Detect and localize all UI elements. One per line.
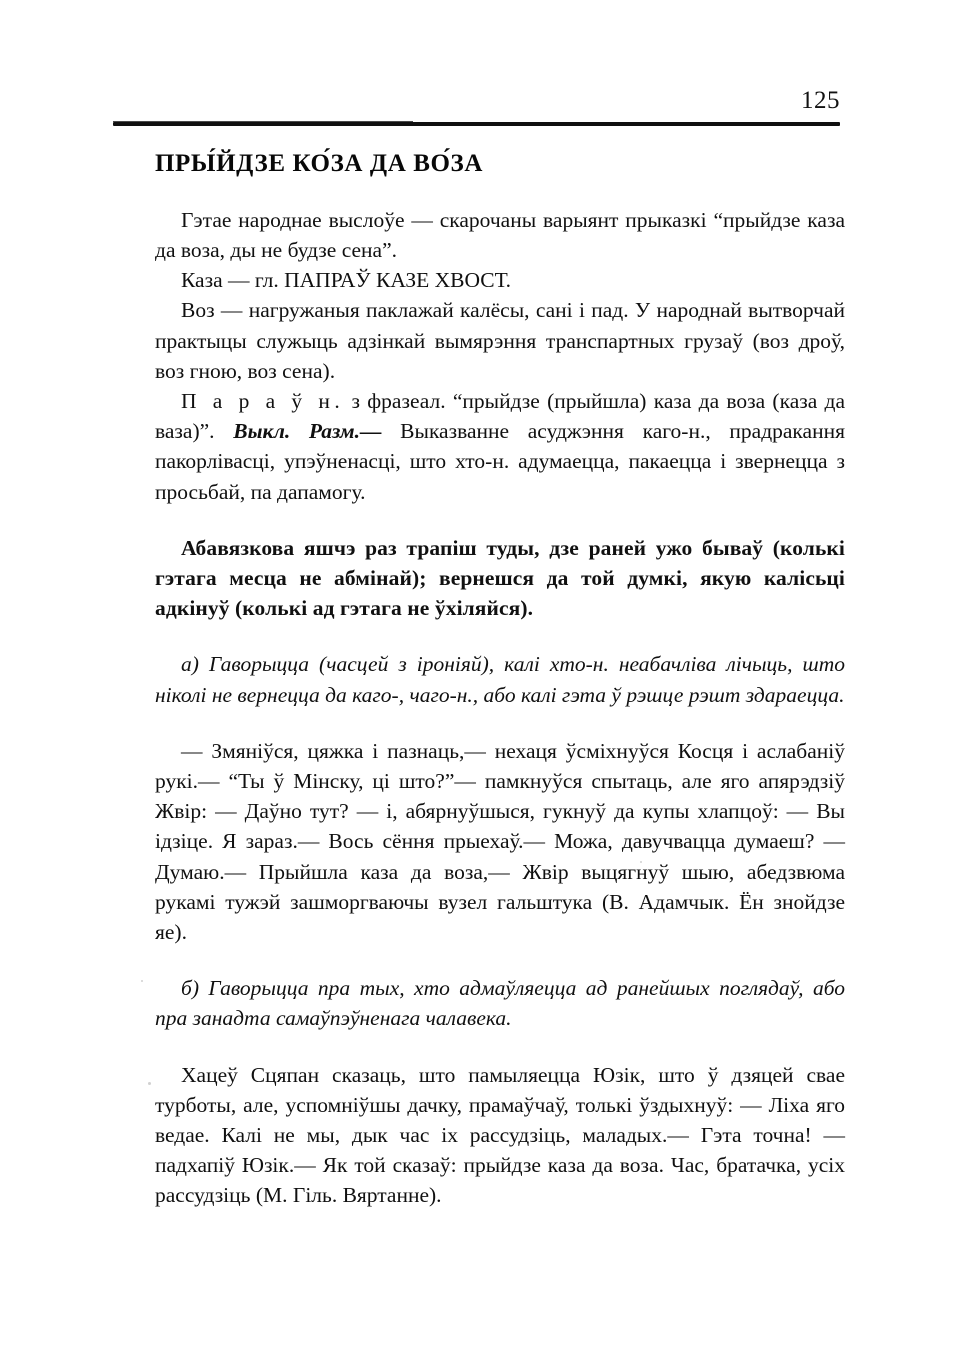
running-head [113, 88, 840, 113]
quote-b-citation: (М. Гіль. Вяртанне). [255, 1183, 442, 1208]
sense-a-marker: а) [181, 652, 199, 677]
compare-quoted-form: “прыйдзе (прыйшла) каза да воза (каза да ваза)”. [155, 388, 846, 444]
text-column [155, 150, 845, 1211]
crossref-voz-definition: — нагружаныя паклажай калёсы, сані і пад. У народнай вытворчай практыцы служыць адзінкай вымярэння транспартных грузаў (воз дроў, воз гною, воз сена). [155, 298, 846, 383]
crossref-voz-headword: Воз [181, 298, 215, 323]
crossref-kaza-target: ПАПРАЎ КАЗЕ ХВОСТ. [284, 268, 511, 293]
paragraph-sense-a [155, 649, 845, 709]
compare-definition-text: Выказванне асуджэння каго-н., прадракання пакорлівасці, упэўненасці, што хто-н. адумаецца, пакаецца і звернецца з просьбай, па дапамогу. [155, 419, 845, 504]
quote-b-text: Хацеў Сцяпан сказаць, што памыляецца Юзік, што ў дзяцей свае турботы, але, успомніўшы дачку, прамаўчаў, толькі ўздыхнуў: — Ліха яго ведае. Калі не мы, дык час іх рассудзіць, маладых.— Гэта точна! — падхапіў Юзік.— Як той сказаў: прыйдзе каза да воза. Час, братачка, усіх рассудзіць [155, 1062, 845, 1208]
crossref-kaza-headword: Каза [181, 268, 223, 293]
sense-b-text: Гаворыцца пра тых, хто адмаўляецца ад ранейшых поглядаў, або пра занадта самаўпэўненага чалавека. [155, 976, 845, 1031]
scan-speck [640, 861, 642, 863]
quote-a-text: — Змяніўся, цяжка і пазнаць,— нехаця ўсміхнуўся Косця і аслабаніў рукі.— “Ты ў Мінску, ці што?”— памкнуўся спытаць, але яго апярэдзіў Жвір: — Даўно тут? — і, абярнуўшыся, гукнуў да купы хлапцоў: — Вы ідзіце. Я зараз.— Вось сёння прыехаў.— Можа, давучвацца думаеш? — Думаю.— Прыйшла каза да воза,— Жвір выцягнуў шыю, абедзвюма рукамі тужэй зашморгваючы вузел гальштука [155, 738, 845, 914]
scan-speck [148, 1082, 151, 1085]
quote-a-citation: (В. Адамчык. Ён знойдзе яе). [155, 889, 846, 945]
crossref-kaza-dash: — гл. [228, 268, 279, 293]
sense-a-text: Гаворыцца (часцей з іроніяй), калі хто-н. неабачліва лічыць, што ніколі не вернецца да каго-, чаго-н., або калі гэта ў рэшце рэшт здараецца. [155, 652, 845, 707]
scan-speck [141, 980, 143, 982]
page-number: 125 [801, 87, 840, 114]
compare-label: П а р а ў н. [181, 388, 345, 413]
paragraph-quote-b [155, 1060, 845, 1211]
compare-source: з фразеал. [351, 388, 446, 413]
paragraph-crossref-voz [155, 295, 845, 386]
paragraph-compare-definition [155, 386, 845, 507]
paragraph-crossref-kaza [155, 265, 845, 295]
paragraph-gloss-intro: Гэтае народнае выслоўе — скарочаны варыянт прыказкі “прыйдзе каза да воза, ды не будзе сена”. [155, 207, 845, 262]
paragraph-sense-b [155, 973, 845, 1033]
header-divider-rule [113, 122, 840, 126]
sense-b-marker: б) [181, 976, 199, 1001]
paragraph-quote-a [155, 736, 845, 947]
register-label: Выкл. Разм.— [233, 419, 382, 444]
entry-headword-title: ПРЫ́ЙДЗЕ КО́ЗА ДА ВО́ЗА [155, 150, 483, 177]
paragraph-bold-illustration: Абавязкова яшчэ раз трапіш туды, дзе раней ужо бываў (колькі гэтага месца не абмінай); вернешся да той думкі, якую калісьці адкінуў (колькі ад гэтага не ўхіляйся). [155, 535, 845, 621]
